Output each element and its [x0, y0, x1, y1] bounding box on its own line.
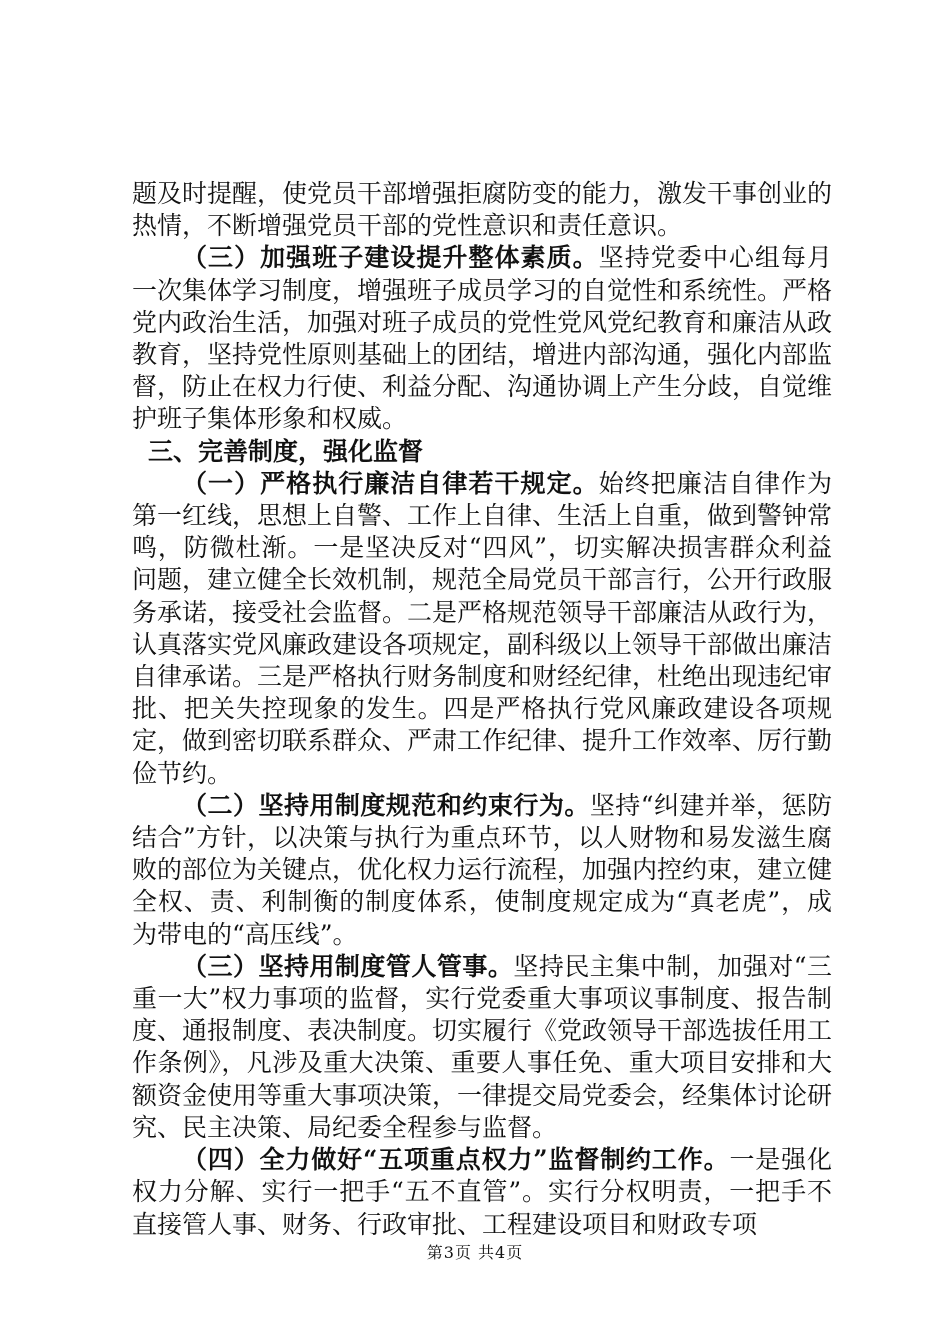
- document-body: [132, 178, 832, 1241]
- section-heading: [132, 436, 832, 468]
- paragraph-manage-people: [132, 951, 832, 1144]
- page-number: 第3页 共4页: [426, 1243, 524, 1262]
- paragraph-text: 坚持民主集中制，加强对“三重一大”权力事项的监督，实行党委重大事项议事制度、报告制度、通报制度、表决制度。切实履行《党政领导干部选拔任用工作条例》，凡涉及重大决策、重要人事任免、重大项目安排和大额资金使用等重大事项决策，一律提交局党委会，经集体讨论研究、民主决策、局纪委全程参与监督。: [132, 951, 833, 1142]
- paragraph-text: 一是强化权力分解、实行一把手“五不直管”。实行分权明责，一把手不直接管人事、财务、行政审批、工程建设项目和财政专项: [132, 1145, 832, 1239]
- paragraph-lead: （三）加强班子建设提升整体素质。: [182, 243, 599, 273]
- section-heading-text: 三、完善制度，强化监督: [148, 436, 424, 466]
- page-footer: [0, 1240, 950, 1263]
- paragraph-lead: （四）全力做好“五项重点权力”监督制约工作。: [182, 1145, 730, 1175]
- paragraph-text: 坚持“纠建并举，惩防结合”方针，以决策与执行为重点环节，以人财物和易发滋生腐败的部位为关键点，优化权力运行流程，加强内控约束，建立健全权、责、利制衡的制度体系，使制度规定成为“真老虎”，成为带电的“高压线”。: [132, 790, 833, 949]
- paragraph-text: 坚持党委中心组每月一次集体学习制度，增强班子成员学习的自觉性和系统性。严格党内政治生活，加强对班子成员的党性党风党纪教育和廉洁从政教育，坚持党性原则基础上的团结，增进内部沟通，强化内部监督，防止在权力行使、利益分配、沟通协调上产生分歧，自觉维护班子集体形象和权威。: [132, 243, 833, 434]
- paragraph-five-powers: [132, 1144, 832, 1241]
- paragraph-team-building: [132, 242, 832, 435]
- paragraph-text: 题及时提醒，使党员干部增强拒腐防变的能力，激发干事创业的热情，不断增强党员干部的党性意识和责任意识。: [132, 179, 833, 241]
- paragraph-text: 始终把廉洁自律作为第一红线，思想上自警、工作上自律、生活上自重，做到警钟常鸣，防微杜渐。一是坚决反对“四风”，切实解决损害群众利益问题，建立健全长效机制，规范全局党员干部言行，公开行政服务承诺，接受社会监督。二是严格规范领导干部廉洁从政行为，认真落实党风廉政建设各项规定，副科级以上领导干部做出廉洁自律承诺。三是严格执行财务制度和财经纪律，杜绝出现违纪审批、把关失控现象的发生。四是严格执行党风廉政建设各项规定，做到密切联系群众、严肃工作纪律、提升工作效率、厉行勤俭节约。: [132, 468, 833, 788]
- paragraph-self-discipline: [132, 468, 832, 790]
- paragraph-lead: （一）严格执行廉洁自律若干规定。: [182, 468, 599, 498]
- paragraph-continuation: [132, 178, 832, 242]
- paragraph-lead: （二）坚持用制度规范和约束行为。: [182, 790, 590, 820]
- paragraph-lead: （三）坚持用制度管人管事。: [182, 951, 514, 981]
- paragraph-system-regulation: [132, 790, 832, 951]
